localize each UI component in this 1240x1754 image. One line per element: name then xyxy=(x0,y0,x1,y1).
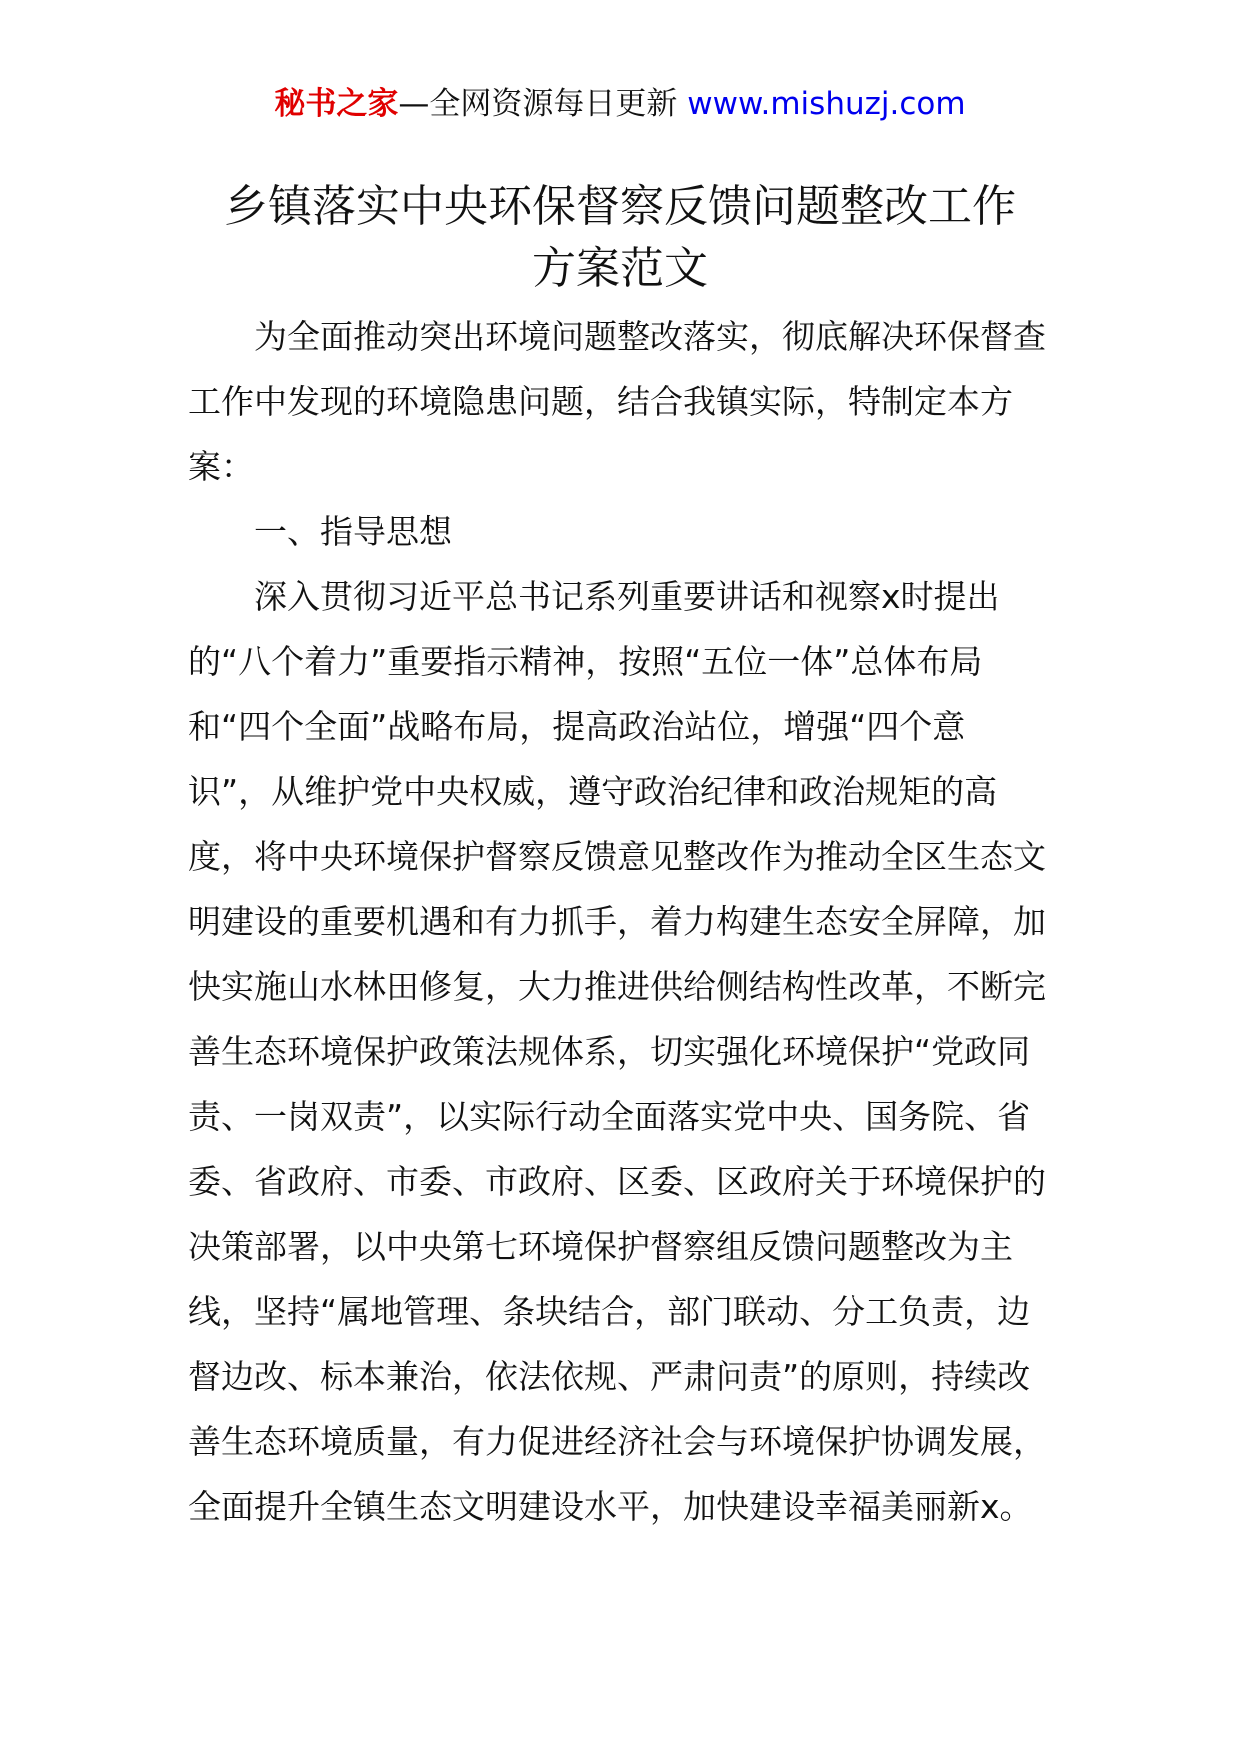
brand-name: 秘书之家 xyxy=(274,86,399,122)
site-header xyxy=(0,84,1240,124)
site-url-link[interactable]: www.mishuzj.com xyxy=(687,86,966,122)
intro-paragraph: 为全面推动突出环境问题整改落实，彻底解决环保督查工作中发现的环境隐患问题，结合我镇实际，特制定本方案： xyxy=(188,317,1046,486)
document-title xyxy=(0,176,1240,300)
document-body xyxy=(188,304,1048,1539)
header-tagline: —全网资源每日更新 xyxy=(398,86,688,122)
document-title-line-2: 方案范文 xyxy=(532,243,708,294)
document-title-line-1: 乡镇落实中央环保督察反馈问题整改工作 xyxy=(224,181,1016,232)
section-heading-guiding-ideology: 一、指导思想 xyxy=(254,512,452,551)
section-paragraph-guiding-ideology: 深入贯彻习近平总书记系列重要讲话和视察x时提出的“八个着力”重要指示精神，按照“五位一体”总体布局和“四个全面”战略布局，提高政治站位，增强“四个意识”，从维护党中央权威，遵守政治纪律和政治规矩的高度，将中央环境保护督察反馈意见整改作为推动全区生态文明建设的重要机遇和有力抓手，着力构建生态安全屏障，加快实施山水林田修复，大力推进供给侧结构性改革，不断完善生态环境保护政策法规体系，切实强化环境保护“党政同责、一岗双责”，以实际行动全面落实党中央、国务院、省委、省政府、市委、市政府、区委、区政府关于环境保护的决策部署，以中央第七环境保护督察组反馈问题整改为主线，坚持“属地管理、条块结合，部门联动、分工负责，边督边改、标本兼治，依法依规、严肃问责”的原则，持续改善生态环境质量，有力促进经济社会与环境保护协调发展，全面提升全镇生态文明建设水平，加快建设幸福美丽新x。 xyxy=(188,577,1046,1526)
